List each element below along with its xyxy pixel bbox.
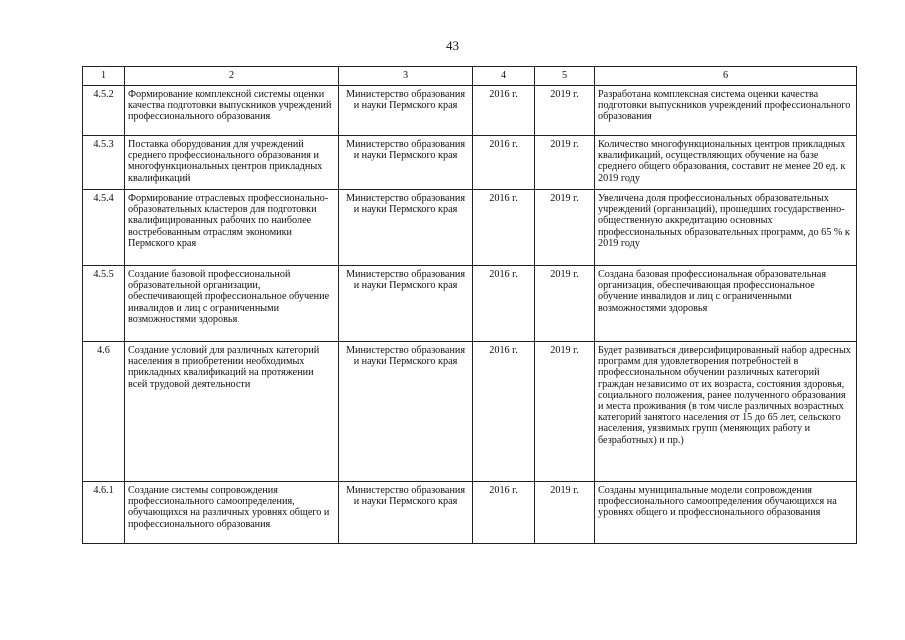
executor-cell: Министерство образования и науки Пермского края xyxy=(339,342,473,482)
executor-cell: Министерство образования и науки Пермского края xyxy=(339,482,473,544)
table-row xyxy=(83,136,857,190)
task-cell: Формирование комплексной системы оценки качества подготовки выпускников учреждений профессионального образования xyxy=(125,86,339,136)
start-year-cell: 2016 г. xyxy=(473,136,535,190)
start-year-cell: 2016 г. xyxy=(473,190,535,266)
start-year-cell: 2016 г. xyxy=(473,266,535,342)
table-row xyxy=(83,266,857,342)
start-year-cell: 2016 г. xyxy=(473,86,535,136)
column-header: 2 xyxy=(125,67,339,86)
executor-cell: Министерство образования и науки Пермского края xyxy=(339,190,473,266)
row-number: 4.6 xyxy=(83,342,125,482)
row-number: 4.5.2 xyxy=(83,86,125,136)
executor-cell: Министерство образования и науки Пермского края xyxy=(339,86,473,136)
task-cell: Поставка оборудования для учреждений среднего профессионального образования и многофункциональных центров прикладных квалификаций xyxy=(125,136,339,190)
result-cell: Будет развиваться диверсифицированный набор адресных программ для удовлетворения потребностей в профессиональном обучении различных категорий граждан независимо от их возраста, состояния здоровья, социального положения, ранее полученного образования и места проживания (в том числе различных возрастных категорий занятого населения от 15 до 65 лет, сельского населения, уязвимых групп (меняющих работу и безработных) и пр.) xyxy=(595,342,857,482)
executor-cell: Министерство образования и науки Пермского края xyxy=(339,266,473,342)
column-header: 3 xyxy=(339,67,473,86)
result-cell: Создана базовая профессиональная образовательная организация, обеспечивающая профессиональное обучение инвалидов и лиц с ограниченными возможностями здоровья xyxy=(595,266,857,342)
table-header-row xyxy=(83,67,857,86)
start-year-cell: 2016 г. xyxy=(473,482,535,544)
end-year-cell: 2019 г. xyxy=(535,86,595,136)
result-cell: Разработана комплексная система оценки качества подготовки выпускников учреждений профессионального образования xyxy=(595,86,857,136)
end-year-cell: 2019 г. xyxy=(535,342,595,482)
table-row xyxy=(83,86,857,136)
column-header: 4 xyxy=(473,67,535,86)
table-row xyxy=(83,190,857,266)
end-year-cell: 2019 г. xyxy=(535,482,595,544)
column-header: 6 xyxy=(595,67,857,86)
column-header: 5 xyxy=(535,67,595,86)
end-year-cell: 2019 г. xyxy=(535,190,595,266)
plan-table xyxy=(82,66,857,544)
task-cell: Создание системы сопровождения профессионального самоопределения, обучающихся на различных уровнях общего и профессионального образования xyxy=(125,482,339,544)
result-cell: Увеличена доля профессиональных образовательных учреждений (организаций), прошедших государственно-общественную аккредитацию основных профессиональных образовательных программ, до 65 % к 2019 году xyxy=(595,190,857,266)
row-number: 4.5.5 xyxy=(83,266,125,342)
start-year-cell: 2016 г. xyxy=(473,342,535,482)
result-cell: Созданы муниципальные модели сопровождения профессионального самоопределения обучающихся на уровнях общего и профессионального образования xyxy=(595,482,857,544)
row-number: 4.5.4 xyxy=(83,190,125,266)
end-year-cell: 2019 г. xyxy=(535,136,595,190)
end-year-cell: 2019 г. xyxy=(535,266,595,342)
task-cell: Создание условий для различных категорий населения в приобретении необходимых прикладных квалификаций на протяжении всей трудовой деятельности xyxy=(125,342,339,482)
row-number: 4.6.1 xyxy=(83,482,125,544)
table-row xyxy=(83,482,857,544)
page-number: 43 xyxy=(446,38,459,53)
result-cell: Количество многофункциональных центров прикладных квалификаций, осуществляющих обучение на базе среднего общего образования, составит не менее 20 ед. к 2019 году xyxy=(595,136,857,190)
column-header: 1 xyxy=(83,67,125,86)
executor-cell: Министерство образования и науки Пермского края xyxy=(339,136,473,190)
row-number: 4.5.3 xyxy=(83,136,125,190)
task-cell: Создание базовой профессиональной образовательной организации, обеспечивающей профессиональное обучение инвалидов и лиц с ограниченными возможностями здоровья xyxy=(125,266,339,342)
task-cell: Формирование отраслевых профессионально-образовательных кластеров для подготовки квалифицированных рабочих по наиболее востребованным отраслям экономики Пермского края xyxy=(125,190,339,266)
table-row xyxy=(83,342,857,482)
